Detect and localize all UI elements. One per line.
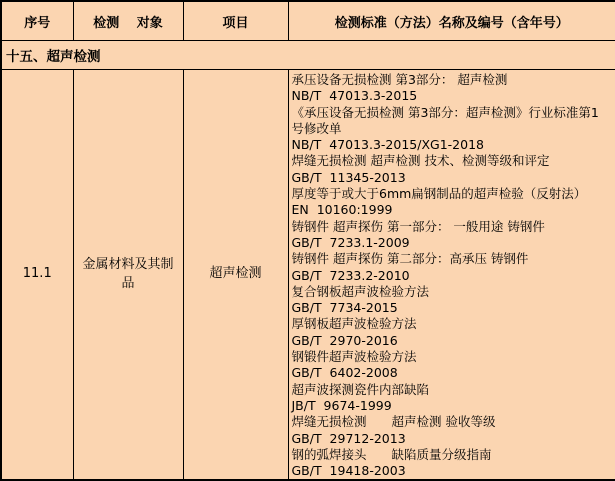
cell-object: 金属材料及其制品 xyxy=(73,70,183,481)
standard-line: JB/T 9674-1999 xyxy=(291,397,392,413)
standard-line: 铸钢件 超声探伤 第二部分：高承压 铸钢件 xyxy=(291,251,529,267)
standard-line: 钢锻件超声波检验方法 xyxy=(291,349,417,365)
standard-line: 焊缝无损检测 超声检测 技术、检测等级和评定 xyxy=(291,153,550,169)
standard-line: GB/T 7734-2015 xyxy=(291,300,398,316)
data-row xyxy=(1,70,615,481)
standard-line: 铸钢件 超声探伤 第一部分： 一般用途 铸钢件 xyxy=(291,218,545,234)
standard-line: 号修改单 xyxy=(291,120,342,136)
standard-line: 焊缝无损检测 超声检测 验收等级 xyxy=(291,414,496,430)
standard-line: GB/T 6402-2008 xyxy=(291,365,398,381)
section-row xyxy=(1,41,615,70)
section-title: 十五、超声检测 xyxy=(1,41,615,70)
standard-line: GB/T 19418-2003 xyxy=(291,463,406,479)
standard-line: 厚钢板超声波检验方法 xyxy=(291,316,417,332)
header-row xyxy=(1,1,615,41)
col-header-standard: 检测标准（方法）名称及编号（含年号） xyxy=(288,1,615,41)
cell-standards xyxy=(288,70,615,481)
standard-line: GB/T 7233.1-2009 xyxy=(291,234,410,250)
standard-line: GB/T 29712-2013 xyxy=(291,430,406,446)
cell-seq: 11.1 xyxy=(1,70,73,481)
standard-line: GB/T 11345-2013 xyxy=(291,169,406,185)
standard-line: NB/T 47013.3-2015 xyxy=(291,88,418,104)
standard-line: GB/T 2970-2016 xyxy=(291,332,398,348)
standard-line: 超声波探测瓷件内部缺陷 xyxy=(291,381,430,397)
standard-line: NB/T 47013.3-2015/XG1-2018 xyxy=(291,137,484,153)
standard-line: EN 10160:1999 xyxy=(291,202,393,218)
standard-line: 钢的弧焊接头 缺陷质量分级指南 xyxy=(291,446,492,462)
standard-line: 复合钢板超声波检验方法 xyxy=(291,283,430,299)
col-header-item: 项目 xyxy=(183,1,288,41)
col-header-seq: 序号 xyxy=(1,1,73,41)
cell-item: 超声检测 xyxy=(183,70,288,481)
standard-line: GB/T 7233.2-2010 xyxy=(291,267,410,283)
standard-line: 承压设备无损检测 第3部分： 超声检测 xyxy=(291,72,508,87)
standard-line: 《承压设备无损检测 第3部分：超声检测》行业标准第1 xyxy=(291,104,599,120)
col-header-object: 检测 对象 xyxy=(73,1,183,41)
standard-line: 厚度等于或大于6mm扁钢制品的超声检验（反射法） xyxy=(291,186,587,202)
